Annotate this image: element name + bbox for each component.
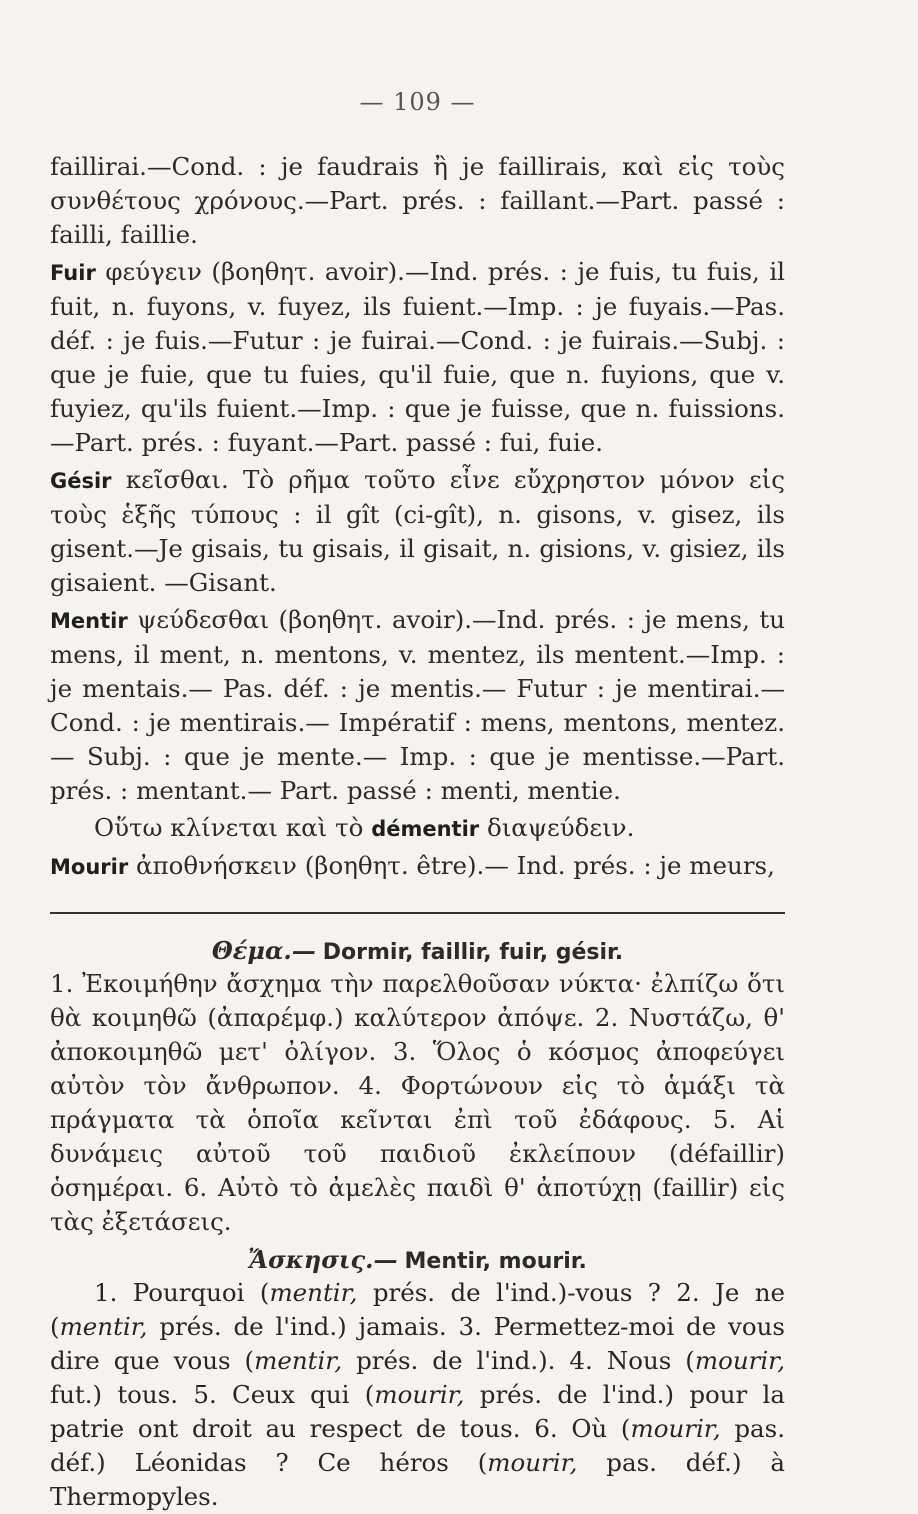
verb-mentir: Mentir [50,609,128,633]
exercise-verb: mourir, [374,1380,465,1409]
exercise-verb: mentir, [269,1278,358,1307]
gesir-conjugation: κεῖσθαι. Τὸ ρῆμα τοῦτο εἶνε εὔχρηστον μόνον εἰς τοὺς ἑξῆς τύπους : il gît (ci-gît), n. gisons, v. gisez, ils gisent.—Je gisais, tu gisais, il gisait, n. gisions, v. gisiez, ils gisaient. —Gisant. [50,465,785,597]
verb-mourir: Mourir [50,855,129,879]
exercise-verb: mourir, [630,1414,721,1443]
fuir-conjugation: φεύγειν (βοηθητ. avoir).—Ind. prés. : je fuis, tu fuis, il fuit, n. fuyons, v. fuyez, ils fuient.—Imp. : je fuyais.—Pas. déf. : je fuis.—Futur : je fuirai.—Cond. : je fuirais.—Subj. : que je fuie, que tu fuies, qu'il fuie, que n. fuyions, que v. fuyiez, qu'ils fuient.—Imp. : que je fuisse, que n. fuissions.—Part. prés. : fuyant.—Part. passé : fui, fuie. [50,257,785,457]
mourir-conjugation: ἀποθνήσκειν (βοηθητ. être).— Ind. prés. : je meurs, [135,851,775,880]
exercise-title: Mentir, mourir. [404,1249,587,1274]
mentir-conjugation: ψεύδεσθαι (βοηθητ. avoir).—Ind. prés. : je mens, tu mens, il ment, n. mentons, v. mentez, ils mentent.—Imp. : je mentais.— Pas. déf. : je mentis.— Futur : je mentirai.— Cond. : je mentirais.— Impératif : mens, mentons, mentez.— Subj. : que je mente.— Imp. : que je mentisse.—Part. prés. : mentant.— Part. passé : menti, mentie. [50,605,785,805]
exercise-segment: 1. Pourquoi ( [94,1278,270,1307]
section-divider [50,912,785,914]
paragraph-mentir [50,603,785,808]
exercise-text [50,1276,785,1514]
exercise-segment: fut.) tous. 5. Ceux qui ( [50,1380,375,1409]
exercise-segment: prés. de l'ind.)-vous ? 2. Je ne ( [50,1278,785,1341]
exercise-segment: prés. de l'ind.). 4. Nous ( [342,1346,695,1375]
verb-fuir: Fuir [50,261,96,285]
theme-text: 1. Ἐκοιμήθην ἄσχημα τὴν παρελθοῦσαν νύκτα· ἐλπίζω ὅτι θὰ κοιμηθῶ (ἀπαρέμφ.) καλύτερον ἀπόψε. 2. Νυστάζω, θ' ἀποκοιμηθῶ μετ' ὀλίγον. 3. Ὅλος ὁ κόσμος ἀποφεύγει αὐτὸν τὸν ἄνθρωπον. 4. Φορτώνουν εἰς τὸ ἁμάξι τὰ πράγματα τὰ ὁποῖα κεῖνται ἐπὶ τοῦ ἐδάφους. 5. Αἱ δυνάμεις αὐτοῦ τοῦ παιδιοῦ ἐκλείπουν (défaillir) ὁσημέραι. 6. Αὐτὸ τὸ ἀμελὲς παιδὶ θ' ἀποτύχῃ (faillir) εἰς τὰς ἐξετάσεις. [50,969,785,1236]
theme-label: Θέμα.— [211,936,316,965]
exercise-segment: prés. de l'ind.) pour la patrie ont droit au respect de tous. 6. Où ( [50,1380,785,1443]
paragraph-dementir [50,811,785,846]
verb-gesir: Gésir [50,469,112,493]
theme-title: Dormir, faillir, fuir, gésir. [322,940,624,965]
paragraph-mourir [50,849,785,884]
paragraph-fuir [50,255,785,460]
exercise-verb: mourir, [487,1448,578,1477]
verb-dementir: démentir [371,817,480,841]
paragraph-gesir [50,463,785,600]
exercise-segment: pas. déf.) à Thermopyles. [50,1448,785,1511]
exercise-segment: pas. déf.) Léonidas ? Ce héros ( [50,1414,785,1477]
page-number: — 109 — [359,88,476,116]
exercise-label: Ἄσκησις.— [248,1245,398,1274]
exercise-heading [50,1245,785,1274]
exercise-verb: mentir, [59,1312,148,1341]
dementir-greek: διαψεύδειν. [486,813,635,842]
dementir-intro: Οὕτω κλίνεται καὶ τὸ [94,813,364,842]
paragraph-faillir-end: faillirai.—Cond. : je faudrais ἢ je faillirais, καὶ εἰς τοὺς συνθέτους χρόνους.—Part. prés. : faillant.—Part. passé : failli, faillie. [50,152,785,249]
exercise-verb: mourir, [694,1346,785,1375]
exercise-verb: mentir, [254,1346,343,1375]
exercise-segment: prés. de l'ind.) jamais. 3. Permettez-moi de vous dire que vous ( [50,1312,785,1375]
theme-heading [50,936,785,965]
book-page [50,88,785,1514]
